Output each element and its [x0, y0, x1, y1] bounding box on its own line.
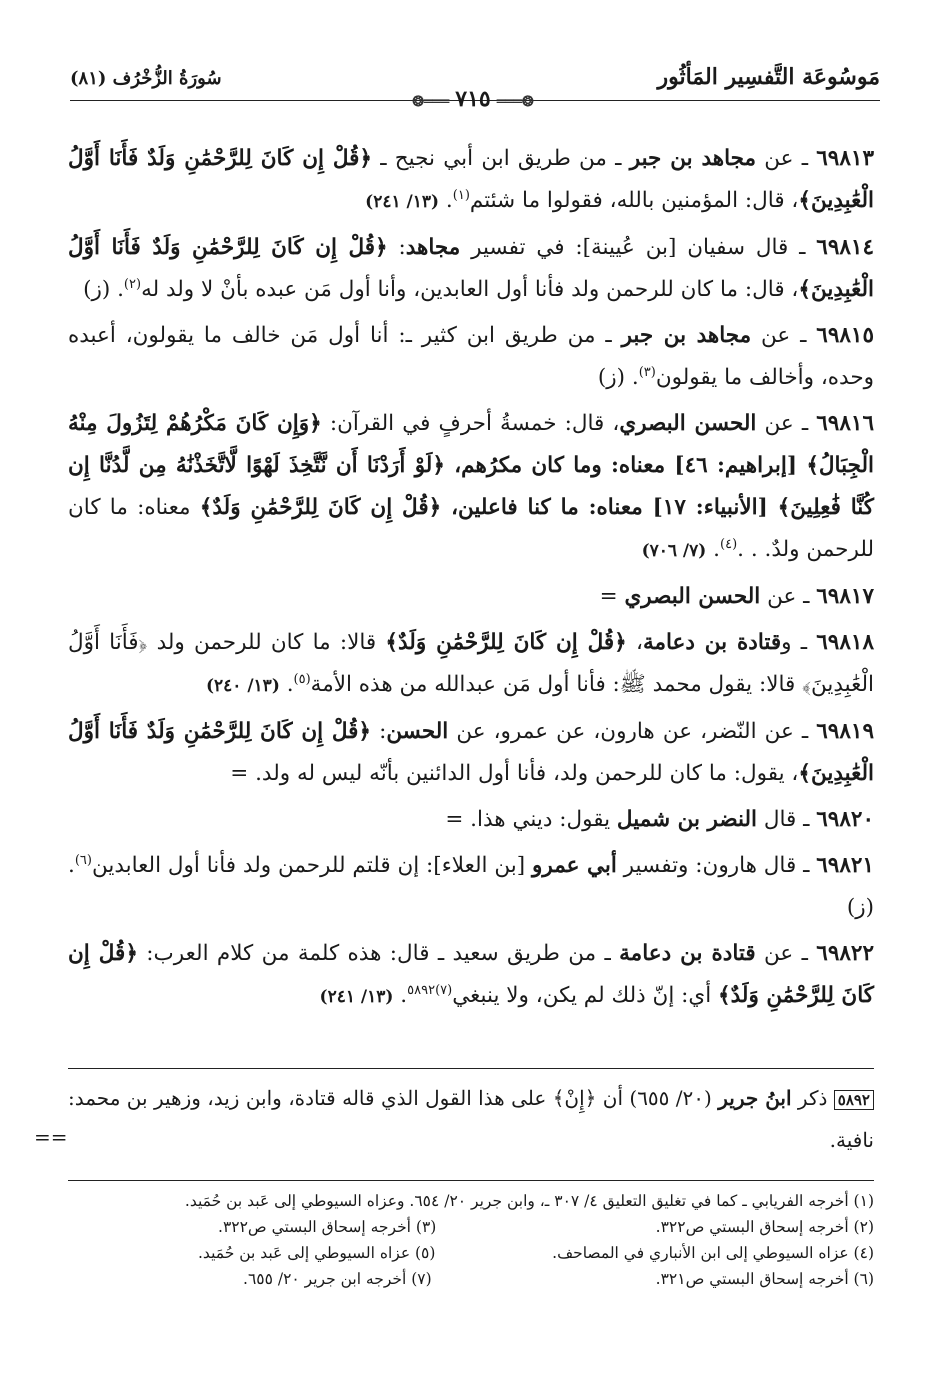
entry-number: ٦٩٨١٨ [816, 630, 874, 655]
narrator-name: النضر بن شميل [616, 807, 757, 832]
narration-entry [68, 576, 874, 618]
entry-number: ٦٩٨١٣ [816, 146, 874, 171]
entry-text: ـ عن النّضر، عن هارون، عن عمرو، عن [448, 719, 817, 744]
footnote-row [68, 1266, 874, 1292]
entry-text: : [371, 719, 387, 744]
volume-reference: (١٣/ ٢٤١) [319, 987, 394, 1007]
narrator-name: مجاهد بن جبر [621, 323, 752, 348]
book-title: مَوسُوعَة التَّفسِير المَأثُور [657, 64, 880, 90]
entry-text: ، قال: خمسةُ أحرفٍ في القرآن: [321, 411, 620, 436]
entry-text: ـ من طريق ابن أبي نجيح ـ [372, 146, 630, 171]
footnote-marker: (٦) [74, 852, 92, 868]
entry-number: ٦٩٨١٦ [816, 411, 874, 436]
entry-end: . [706, 537, 721, 562]
entry-number: ٦٩٨١٤ [816, 235, 875, 260]
commentary-note [68, 1078, 874, 1160]
entry-text: ـ و [781, 630, 817, 655]
main-text [68, 138, 874, 1022]
narrator-name: الحسن البصري [619, 411, 757, 436]
page-number [0, 86, 946, 112]
narrator-name: أبي عمرو [531, 853, 617, 878]
footnote-1: (١) أخرجه الفريابي ـ كما في تغليق التعليق ٤/ ٣٠٧ ـ، وابن جرير ٢٠/ ٦٥٤. وعزاه السيوطي إلى عَبد بن حُمَيد. [184, 1192, 874, 1210]
entry-end: . [393, 983, 408, 1008]
commentary-lead: ذكر [791, 1086, 834, 1110]
footnote-marker: (٧)٥٨٩٢ [407, 982, 453, 998]
footnote-7: (٧) أخرجه ابن جرير ٢٠/ ٦٥٥. [243, 1270, 432, 1288]
footnote-row [68, 1240, 874, 1266]
page-number-value: ٧١٥ [455, 86, 491, 112]
footnote-3: (٣) أخرجه إسحاق البستي ص٣٢٢. [218, 1218, 437, 1236]
narrator-name: قتادة بن دعامة [619, 941, 756, 966]
entry-end: . (ز) [83, 277, 124, 302]
entry-end: . [279, 672, 294, 697]
ornament-left-icon: ═══❂ [412, 94, 450, 110]
entry-text: ـ عن [760, 584, 817, 609]
narration-entry [68, 403, 874, 572]
quran-quote: ﴿قُلْ إِن كَانَ لِلرَّحْمَٰنِ وَلَدٌ فَأَنَا أَوَّلُ الْعَٰبِدِينَ﴾ [68, 235, 874, 302]
footnote-marker: (١) [452, 187, 470, 203]
ornament-right-icon: ❂═══ [496, 94, 534, 110]
entry-number: ٦٩٨٢٢ [816, 941, 875, 966]
quran-quote: ﴿قُلْ إِن كَانَ لِلرَّحْمَٰنِ وَلَدٌ فَأَنَا أَوَّلُ الْعَٰبِدِينَ﴾ [68, 146, 874, 213]
entry-text: ـ قال سفيان [بن عُيينة]: في تفسير [460, 235, 817, 260]
footnote-marker: (٥) [293, 671, 311, 687]
narrator-name: قتادة بن دعامة [642, 630, 782, 655]
entry-text: ـ قال [756, 807, 817, 832]
quran-quote: ﴿قُلْ إِن كَانَ لِلرَّحْمَٰنِ وَلَدٌ فَأَنَا أَوَّلُ الْعَٰبِدِينَ﴾ [68, 719, 874, 786]
footnote-6: (٦) أخرجه إسحاق البستي ص٣٢١. [655, 1270, 874, 1288]
narration-entry [68, 315, 874, 399]
narrator-name: الحسن [386, 719, 449, 744]
volume-reference: (١٣/ ٢٤٠) [205, 676, 280, 696]
entry-text: قالا: ما كان للرحمن ولد ﴿فَأَنَا أَوَّلُ الْعَٰبِدِينَ﴾ قالا: يقول محمد ﷺ: فأنا أول مَن عبدالله من هذه الأمة [68, 630, 874, 697]
entry-text: ـ عن [756, 146, 817, 171]
entry-text: ، قال: المؤمنين بالله، فقولوا ما شئتم [469, 188, 799, 213]
narration-entry [68, 799, 874, 841]
narration-entry [68, 933, 874, 1018]
commentary-text: (٢٠/ ٦٥٥) أن ﴿إِنْ﴾ على هذا القول الذي قاله قتادة، وابن زيد، وزهير بن محمد: نافية. [68, 1086, 874, 1152]
footnote-5: (٥) عزاه السيوطي إلى عَبد بن حُمَيد. [198, 1244, 436, 1262]
entry-number: ٦٩٨٢٠ [816, 807, 874, 832]
narrator-name: مجاهد [405, 235, 461, 260]
entry-number: ٦٩٨١٩ [816, 719, 874, 744]
entry-end: . [439, 188, 453, 213]
entry-end: . (ز) [597, 365, 639, 390]
entry-text: = [599, 584, 625, 609]
entry-number: ٦٩٨٢١ [816, 853, 874, 878]
footnote-rule [68, 1180, 874, 1181]
entry-text: : [387, 235, 406, 260]
entry-text: ، [626, 630, 643, 655]
surah-title: سُورَةُ الزُّخْرُف (٨١) [70, 68, 222, 89]
footnote-marker: (٤) [720, 536, 738, 552]
narration-entry [68, 227, 874, 311]
footnote-2: (٢) أخرجه إسحاق البستي ص٣٢٢. [655, 1218, 874, 1236]
entry-text: ، يقول: ما كان للرحمن ولد، فأنا أول الدائنين بأنّه ليس له ولد. = [230, 761, 799, 786]
volume-reference: (٧/ ٧٠٦) [641, 541, 707, 561]
entry-text: معناه: ما كان للرحمن ولدٌ. . . [68, 495, 874, 562]
commentary-rule [68, 1068, 874, 1069]
narration-entry [68, 138, 874, 223]
narrator-name: مجاهد بن جبر [629, 146, 757, 171]
entry-text: ـ عن [751, 323, 817, 348]
entry-text: ـ عن [756, 411, 817, 436]
footnotes [68, 1188, 874, 1292]
quran-quote: ﴿قُلْ إِن كَانَ لِلرَّحْمَٰنِ وَلَدٌ﴾ [68, 941, 874, 1008]
narrator-name: الحسن البصري [624, 584, 761, 609]
footnote-marker: (٢) [123, 276, 142, 292]
entry-text: ـ عن [755, 941, 817, 966]
footnote-4: (٤) عزاه السيوطي إلى ابن الأنباري في المصاحف. [552, 1244, 874, 1262]
entry-text: أي: إنّ ذلك لم يكن، ولا ينبغي [452, 983, 719, 1008]
entry-text: ، قال: ما كان للرحمن ولد فأنا أول العابدين، وأنا أول مَن عبده بأنْ لا ولد له [141, 277, 799, 302]
entry-text: [بن العلاء]: إن قلتم للرحمن ولد فأنا أول العابدين [91, 853, 532, 878]
footnote-row [68, 1214, 874, 1240]
narration-entry [68, 711, 874, 795]
entry-number: ٦٩٨١٧ [816, 584, 874, 609]
entry-number: ٦٩٨١٥ [816, 323, 875, 348]
entry-text: يقول: ديني هذا. = [445, 807, 617, 832]
narration-entry [68, 622, 874, 707]
entry-text: ـ من طريق ابن كثير ـ: أنا أول مَن خالف ما يقولون، أعبده وحده، وأخالف ما يقولون [68, 323, 874, 390]
entry-text: ـ قال هارون: وتفسير [616, 853, 817, 878]
footnote-marker: (٣) [638, 364, 656, 380]
continuation-mark: == [34, 1125, 68, 1149]
commentary-box-number: ٥٨٩٢ [834, 1090, 874, 1110]
entry-end: . (ز) [68, 853, 874, 920]
quran-quote: ﴿وَإِن كَانَ مَكْرُهُمْ لِتَزُولَ مِنْهُ الْجِبَالُ﴾ [إبراهيم: ٤٦] معناه: وما كان مكرُهم، ﴿لَوْ أَرَدْنَا أَن نَّتَّخِذَ لَهْوًا لَّاتَّخَذْنَٰهُ مِن لَّدُنَّا إِن كُنَّا فَٰعِلِينَ﴾ [الأنبياء: ١٧] معناه: ما كنا فاعلين، ﴿قُلْ إِن كَانَ لِلرَّحْمَٰنِ وَلَدٌ﴾ [68, 411, 874, 520]
quran-quote: ﴿قُلْ إِن كَانَ لِلرَّحْمَٰنِ وَلَدٌ﴾ [385, 630, 627, 655]
narration-entry [68, 845, 874, 929]
volume-reference: (١٣/ ٢٤١) [365, 192, 440, 212]
entry-text: ـ من طريق سعيد ـ قال: هذه كلمة من كلام العرب: [137, 941, 620, 966]
commentary-author: ابنُ جرير [718, 1086, 792, 1110]
